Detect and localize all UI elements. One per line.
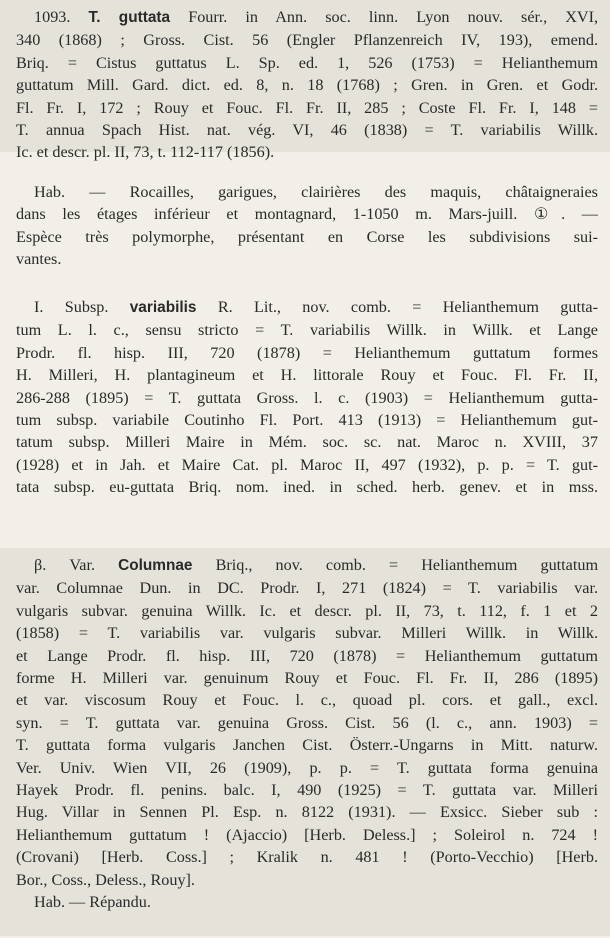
- entry-number: 1093.: [34, 8, 71, 26]
- entry-line: guttatum Mill. Gard. dict. ed. 8, n. 18 (1768) ; Gren. in Gren. et Godr.: [16, 76, 598, 95]
- var-line: vulgaris subvar. genuina Willk. Ic. et descr. pl. II, 73, t. 112, f. 1 et 2: [16, 601, 598, 620]
- var-habitat: Hab. — Répandu.: [34, 893, 151, 912]
- entry-text: Fourr. in Ann. soc. linn. Lyon nouv. sér., XVI,: [188, 8, 599, 26]
- entry-line: 340 (1868) ; Gross. Cist. 56 (Engler Pflanzenreich IV, 193), emend.: [16, 31, 598, 50]
- habitat-line: dans les étages inférieur et montagnard, 1-1050 m. Mars-juill. ①. —: [16, 205, 598, 224]
- var-line: var. Columnae Dun. in DC. Prodr. I, 271 (1824) = T. variabilis var.: [16, 579, 598, 598]
- habitat-line: vantes.: [16, 250, 62, 269]
- var-line: Hug. Villar in Sennen Pl. Esp. n. 8122 (1931). — Exsicc. Sieber sub :: [16, 803, 598, 822]
- var-text: Briq., nov. comb. = Helianthemum guttatum: [215, 556, 599, 574]
- subsp-line: tatum subsp. Milleri Maire in Mém. soc. sc. nat. Maroc n. XVIII, 37: [16, 433, 598, 452]
- subsp-line: tum subsp. variabile Coutinho Fl. Port. 413 (1913) = Helianthemum gut-: [16, 411, 598, 430]
- entry-1093: [16, 6, 598, 164]
- var-columnae: [16, 554, 598, 914]
- subsp-name: variabilis: [129, 299, 197, 316]
- subsp-line: 286-288 (1895) = T. guttata Gross. l. c. (1903) = Helianthemum gutta-: [16, 388, 598, 407]
- var-line: (1858) = T. variabilis var. vulgaris subvar. Milleri Willk. in Willk.: [16, 624, 598, 643]
- var-line-1: [16, 554, 598, 577]
- var-line: Bor., Coss., Deless., Rouy].: [16, 870, 195, 889]
- var-name: Columnae: [118, 557, 193, 574]
- entry-line: T. annua Spach Hist. nat. vég. VI, 46 (1838) = T. variabilis Willk.: [16, 121, 598, 140]
- entry-line-1: [16, 6, 598, 29]
- var-line: forme H. Milleri var. genuinum Rouy et Fouc. Fl. Fr. II, 286 (1895): [16, 669, 598, 688]
- subsp-line: H. Milleri, H. plantagineum et H. littorale Rouy et Fouc. Fl. Fr. II,: [16, 366, 598, 385]
- subsp-line: tum L. l. c., sensu stricto = T. variabilis Willk. in Willk. et Lange: [16, 321, 598, 340]
- subsp-line-1: [16, 296, 598, 319]
- habitat-line: Hab. — Rocailles, garigues, clairières des maquis, châtaigneraies: [34, 183, 598, 201]
- subsp-text: R. Lit., nov. comb. = Helianthemum gutta-: [217, 298, 599, 316]
- var-line: T. guttata forma vulgaris Janchen Cist. Österr.-Ungarns in Mitt. naturw.: [16, 736, 598, 755]
- subsp-line: Prodr. fl. hisp. III, 720 (1878) = Helianthemum guttatum formes: [16, 343, 598, 362]
- entry-habitat: [16, 181, 598, 271]
- var-line: (Crovani) [Herb. Coss.] ; Kralik n. 481 ! (Porto-Vecchio) [Herb.: [16, 848, 598, 867]
- entry-line: Fl. Fr. I, 172 ; Rouy et Fouc. Fl. Fr. II, 285 ; Coste Fl. Fr. I, 148 =: [16, 98, 598, 117]
- var-line: Helianthemum guttatum ! (Ajaccio) [Herb. Deless.] ; Soleirol n. 724 !: [16, 825, 598, 844]
- var-line: et Lange Prodr. fl. hisp. III, 720 (1878) = Helianthemum guttatum: [16, 646, 598, 665]
- species-name: T. guttata: [88, 9, 171, 26]
- var-line: Hayek Prodr. fl. penins. balc. I, 490 (1925) = T. guttata var. Milleri: [16, 781, 598, 800]
- habitat-line: Espèce très polymorphe, présentant en Corse les subdivisions sui-: [16, 227, 598, 246]
- subsp-label: I. Subsp.: [34, 298, 109, 316]
- subsp-line: (1928) et in Jah. et Maire Cat. pl. Maroc II, 497 (1932), p. p. = T. gut-: [16, 455, 598, 474]
- var-line: et var. viscosum Rouy et Fouc. l. c., quoad pl. cors. et gall., excl.: [16, 691, 598, 710]
- var-line: syn. = T. guttata var. genuina Gross. Cist. 56 (l. c., ann. 1903) =: [16, 713, 598, 732]
- entry-line: Briq. = Cistus guttatus L. Sp. ed. 1, 526 (1753) = Helianthemum: [16, 53, 598, 72]
- var-line: Ver. Univ. Wien VII, 26 (1909), p. p. = T. guttata forma genuina: [16, 758, 598, 777]
- var-label: β. Var.: [34, 556, 95, 574]
- subsp-variabilis: [16, 296, 598, 499]
- entry-line: Ic. et descr. pl. II, 73, t. 112-117 (1856).: [16, 143, 275, 162]
- subsp-line: tata subsp. eu-guttata Briq. nom. ined. in sched. herb. genev. et in mss.: [16, 478, 598, 497]
